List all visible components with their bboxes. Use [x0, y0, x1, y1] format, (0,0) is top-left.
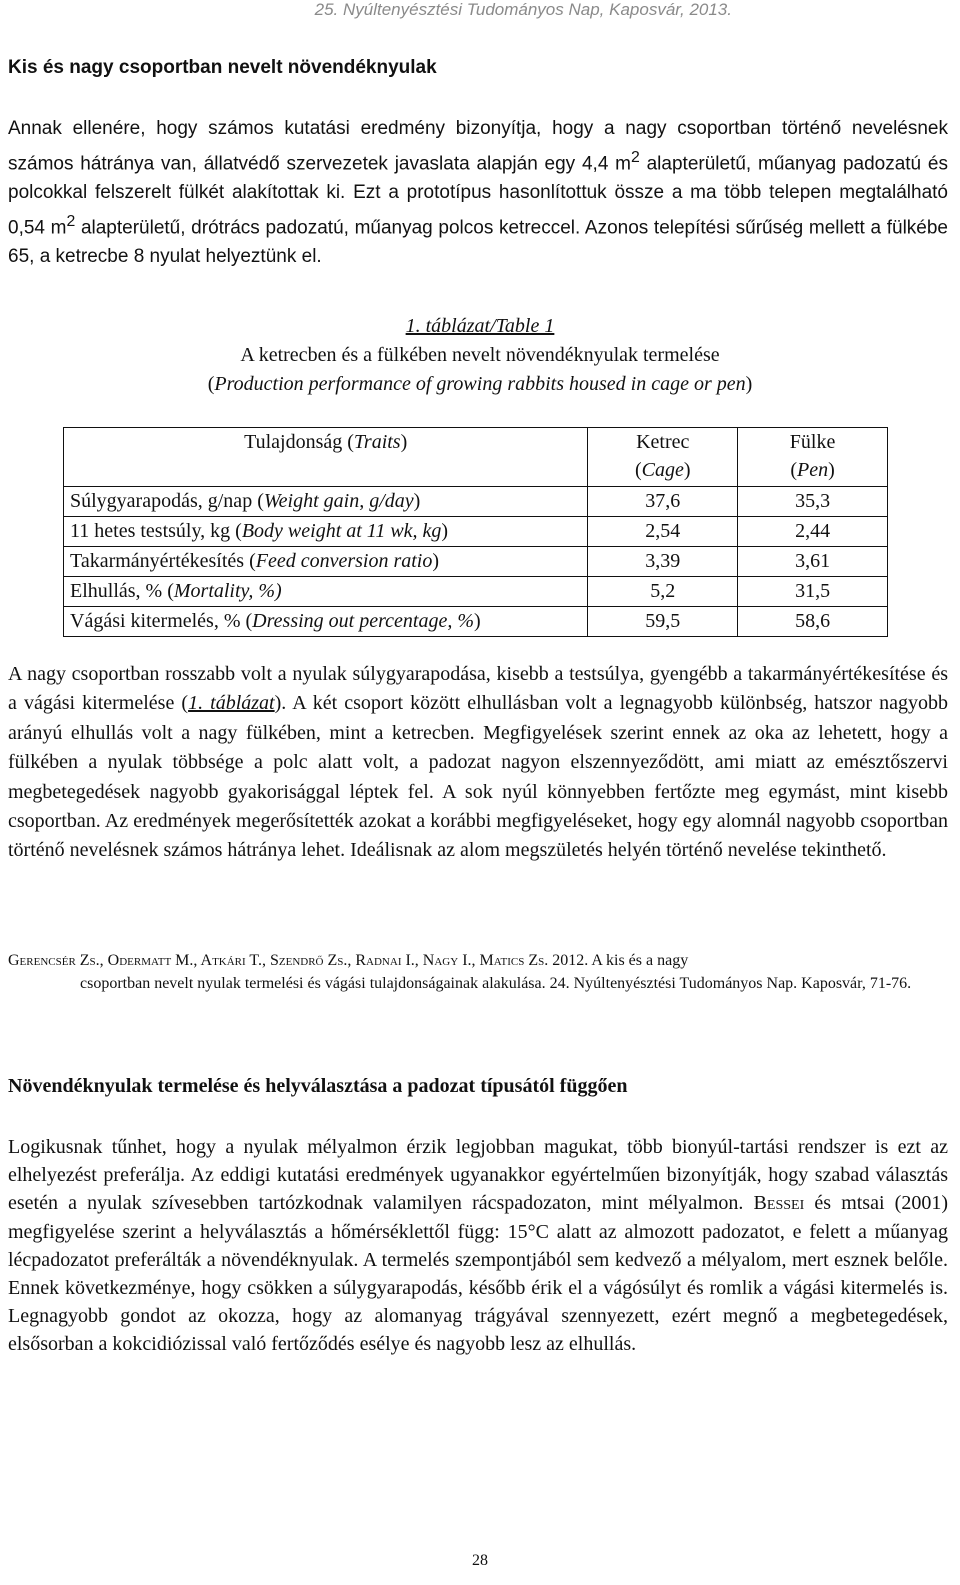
- header-cage: Ketrec (Cage): [588, 428, 738, 487]
- header-traits: Tulajdonság (Traits): [64, 428, 588, 487]
- paragraph: Logikusnak tűnhet, hogy a nyulak mélyalmon érzik legjobban magukat, több bionyúl-tartási rendszer is ezt az elhelyezést preferálja. Az eddigi kutatási eredmények ugyanakkor egyértelműen bizonyítják, hogy szabad választás esetén a nyulak szívesebben tartózkodnak valamilyen rácspadozaton, mint mélyalmon. Bessei és mtsai (2001) megfigyelése szerint a helyválasztás a hőmérséklettől függ: 15°C alatt az almozott padozatot, e felett a műanyag lécpadozatot preferálták a növendéknyulak. A termelés szempontjából sem kedvező a mélyalom, mert esznek belőle. Ennek következménye, hogy csökken a súlygyarapodás, később érik el a vágósúlyt és romlik a vágási kitermelés is. Legnagyobb gondot az okozza, hogy az alomanyag trágyával szennyezett, ezért megnő a megbetegedések, elsősorban a kokcidiózissal való fertőződés esélye és nagyobb lesz az elhullás.: [8, 1136, 948, 1356]
- table-caption-en: (Production performance of growing rabbits housed in cage or pen): [207, 373, 753, 395]
- table-number: 1. táblázat/Table 1: [405, 315, 555, 337]
- table-caption: [0, 312, 960, 399]
- reference-authors: Gerencsér Zs., Odermatt M., Atkári T., Szendrő Zs., Radnai I., Nagy I., Matics Zs.: [8, 952, 549, 969]
- cell-cage: 59,5: [588, 607, 738, 637]
- table-row: [64, 547, 888, 577]
- paragraph: Annak ellenére, hogy számos kutatási eredmény bizonyítja, hogy a nagy csoportban történő nevelésnek számos hátránya van, állatvédő szervezetek javaslata alapján egy 4,4 $m^2$ alapterületű, műanyag padozatú és polcokkal felszerelt fülkét alakítottak ki. Ezt a prototípus hasonlítottuk össze a ma több telepen megtalálható 0,54 $m^2$ alapterületű, drótrács padozatú, műanyag polcos ketreccel. Azonos telepítési sűrűség mellett a fülkébe 65, a ketrecbe 8 nyulat helyeztünk el.: [8, 118, 948, 267]
- reference: Gerencsér Zs., Odermatt M., Atkári T., Szendrő Zs., Radnai I., Nagy I., Matics Zs. 2012. A kis és a nagy csoportban nevelt nyulak termelési és vágási tulajdonságainak alakulása. 24. Nyúltenyésztési Tudományos Nap. Kaposvár, 71-76.: [8, 952, 912, 992]
- cell-cage: 5,2: [588, 577, 738, 607]
- cell-cage: 2,54: [588, 517, 738, 547]
- cell-pen: 2,44: [738, 517, 888, 547]
- cell-pen: 58,6: [738, 607, 888, 637]
- row-label: 11 hetes testsúly, kg (Body weight at 11 wk, kg): [64, 517, 588, 547]
- table-row: [64, 577, 888, 607]
- table-reference-link: 1. táblázat: [188, 692, 275, 715]
- page-number: 28: [472, 1552, 488, 1569]
- cell-pen: 35,3: [738, 487, 888, 517]
- row-label: Vágási kitermelés, % (Dressing out percentage, %): [64, 607, 588, 637]
- section-title: Kis és nagy csoportban nevelt növendéknyulak: [8, 57, 437, 78]
- cell-pen: 31,5: [738, 577, 888, 607]
- cell-pen: 3,61: [738, 547, 888, 577]
- table-header-row: [64, 428, 888, 487]
- row-label: Takarmányértékesítés (Feed conversion ratio): [64, 547, 588, 577]
- cell-cage: 37,6: [588, 487, 738, 517]
- header-pen: Fülke (Pen): [738, 428, 888, 487]
- paragraph: A nagy csoportban rosszabb volt a nyulak súlygyarapodása, kisebb a testsúlya, gyengébb a takarmányértékesítése és a vágási kitermelése (1. táblázat). A két csoport között elhullásban volt a legnagyobb különbség, hatszor nagyobb arányú elhullás volt a nagy fülkében, mint a ketrecben. Megfigyelések szerint ennek az oka az lehetett, hogy a fülkében a nyulak többsége a polc alatt volt, a padozat nagyon elszennyeződött, ami miatt az emésztőszervi megbetegedések nagyobb gyakorisággal léptek fel. A sok nyúl könnyebben fertőzte meg egymást, mint kisebb csoportban. Az eredmények megerősítették azokat a korábbi megfigyeléseket, hogy egy alomnál nagyobb csoportban történő nevelésnek számos hátránya lehet. Ideálisnak az alom megszületés helyén történő nevelése tekinthető.: [8, 663, 949, 862]
- row-label: Súlygyarapodás, g/nap (Weight gain, g/day): [64, 487, 588, 517]
- cell-cage: 3,39: [588, 547, 738, 577]
- section-title: Növendéknyulak termelése és helyválasztása a padozat típusától függően: [8, 1075, 628, 1097]
- row-label: Elhullás, % (Mortality, %): [64, 577, 588, 607]
- running-head: 25. Nyúltenyésztési Tudományos Nap, Kaposvár, 2013.: [314, 0, 732, 19]
- table-row: [64, 487, 888, 517]
- table-row: [64, 517, 888, 547]
- data-table: [63, 427, 888, 637]
- table-caption-hu: A ketrecben és a fülkében nevelt növendéknyulak termelése: [240, 344, 720, 366]
- table-row: [64, 607, 888, 637]
